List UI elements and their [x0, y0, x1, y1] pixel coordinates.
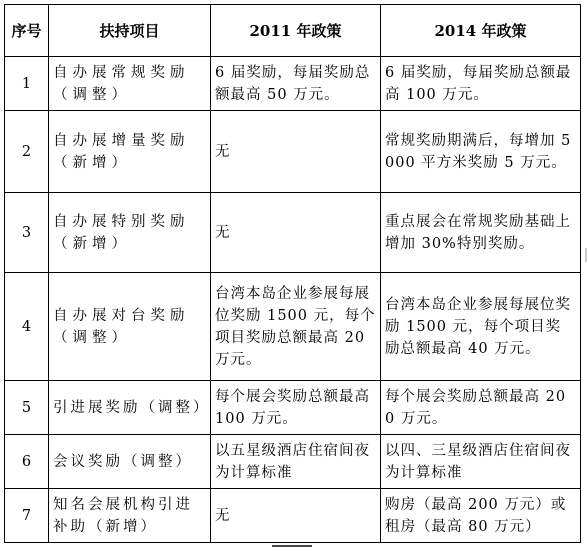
header-2014: 2014 年政策 — [381, 5, 581, 57]
row-no: 2 — [5, 111, 49, 193]
row-policy-2011: 6 届奖励，每届奖励总额最高 50 万元。 — [211, 57, 381, 111]
row-policy-2014: 6 届奖励，每届奖励总额最高 100 万元。 — [381, 57, 581, 111]
row-no: 4 — [5, 273, 49, 381]
policy-comparison-table — [4, 4, 581, 543]
row-policy-2011: 以五星级酒店住宿间夜为计算标准 — [211, 435, 381, 489]
row-policy-2011: 无 — [211, 111, 381, 193]
row-item: 自办展增量奖励（新增） — [49, 111, 211, 193]
row-item: 知名会展机构引进补助（新增） — [49, 489, 211, 543]
row-item: 自办展常规奖励（调整） — [49, 57, 211, 111]
table-header-row — [5, 5, 581, 57]
row-policy-2011: 无 — [211, 489, 381, 543]
row-policy-2014: 购房（最高 200 万元）或租房（最高 80 万元） — [381, 489, 581, 543]
row-policy-2011: 每个展会奖励总额最高 100 万元。 — [211, 381, 381, 435]
row-no: 5 — [5, 381, 49, 435]
row-policy-2014: 重点展会在常规奖励基础上增加 30%特别奖励。 — [381, 193, 581, 273]
header-item: 扶持项目 — [49, 5, 211, 57]
row-policy-2014: 每个展会奖励总额最高 200 万元。 — [381, 381, 581, 435]
row-policy-2011: 无 — [211, 193, 381, 273]
table-row — [5, 273, 581, 381]
table-row — [5, 193, 581, 273]
row-policy-2014: 常规奖励期满后，每增加 5000 平方米奖励 5 万元。 — [381, 111, 581, 193]
row-policy-2011: 台湾本岛企业参展每展位奖励 1500 元，每个项目奖励总额最高 20 万元。 — [211, 273, 381, 381]
row-policy-2014: 以四、三星级酒店住宿间夜为计算标准 — [381, 435, 581, 489]
row-no: 3 — [5, 193, 49, 273]
table-row — [5, 111, 581, 193]
row-no: 7 — [5, 489, 49, 543]
table-row — [5, 381, 581, 435]
row-no: 6 — [5, 435, 49, 489]
row-item: 引进展奖励（调整） — [49, 381, 211, 435]
table-row — [5, 489, 581, 543]
table-row — [5, 435, 581, 489]
header-2011: 2011 年政策 — [211, 5, 381, 57]
header-no: 序号 — [5, 5, 49, 57]
row-no: 1 — [5, 57, 49, 111]
row-item: 自办展特别奖励（新增） — [49, 193, 211, 273]
row-item: 会议奖励（调整） — [49, 435, 211, 489]
row-item: 自办展对台奖励（调整） — [49, 273, 211, 381]
table-row — [5, 57, 581, 111]
row-policy-2014: 台湾本岛企业参展每展位奖励 1500 元，每个项目奖励总额最高 40 万元。 — [381, 273, 581, 381]
